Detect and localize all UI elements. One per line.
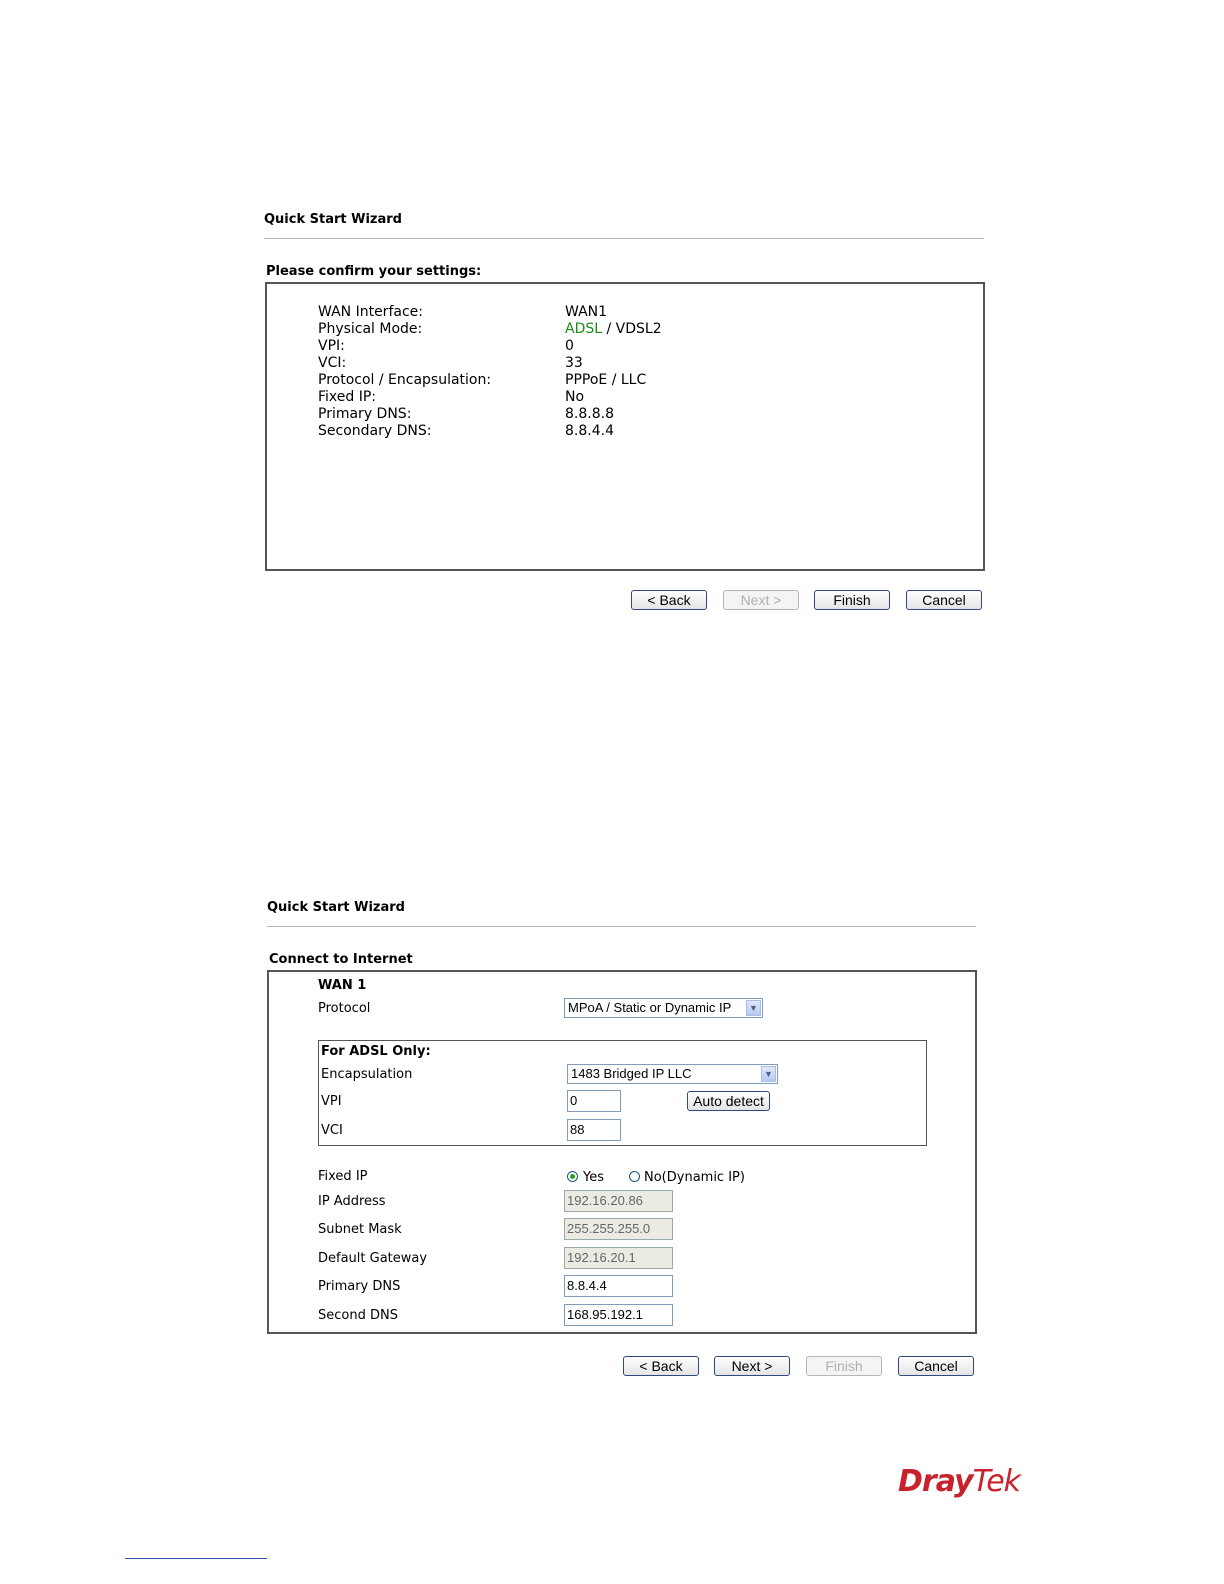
confirm-settings-box (265, 282, 985, 571)
value-protocol: PPPoE / LLC (565, 372, 647, 388)
logo-tek: Tek (972, 1464, 1021, 1499)
connect-settings-box (267, 970, 977, 1334)
physical-mode-rest: / VDSL2 (602, 321, 662, 337)
label-secondary-dns: Secondary DNS: (318, 423, 432, 439)
second-dns-input[interactable]: 168.95.192.1 (564, 1304, 673, 1326)
value-wan-interface: WAN1 (565, 304, 608, 320)
subnet-mask-input[interactable]: 255.255.255.0 (564, 1218, 673, 1240)
radio-selected-dot (570, 1174, 575, 1179)
value-vci: 33 (565, 355, 583, 371)
ip-address-input[interactable]: 192.16.20.86 (564, 1190, 673, 1212)
footer-rule (125, 1558, 267, 1559)
draytek-logo (898, 1464, 1020, 1499)
label-vci: VCI: (318, 355, 347, 371)
cancel-button[interactable]: Cancel (906, 590, 982, 610)
auto-detect-button[interactable]: Auto detect (687, 1091, 770, 1111)
finish-button[interactable]: Finish (814, 590, 890, 610)
chevron-down-icon: ▼ (761, 1066, 776, 1082)
adsl-only-box (318, 1040, 927, 1146)
primary-dns-label: Primary DNS (318, 1279, 401, 1294)
chevron-down-icon: ▼ (746, 1000, 761, 1016)
connect-heading: Connect to Internet (269, 952, 413, 967)
encapsulation-label: Encapsulation (321, 1067, 413, 1082)
label-fixed-ip: Fixed IP: (318, 389, 377, 405)
finish-button-2: Finish (806, 1356, 882, 1376)
default-gateway-input[interactable]: 192.16.20.1 (564, 1247, 673, 1269)
label-primary-dns: Primary DNS: (318, 406, 412, 422)
next-button-2[interactable]: Next > (714, 1356, 790, 1376)
second-dns-label: Second DNS (318, 1308, 398, 1323)
default-gateway-label: Default Gateway (318, 1251, 428, 1266)
protocol-label: Protocol (318, 1001, 371, 1016)
logo-dray: Dray (898, 1464, 973, 1499)
title-divider (264, 238, 984, 239)
value-physical-mode (565, 321, 662, 338)
back-button[interactable]: < Back (631, 590, 707, 610)
physical-mode-active: ADSL (565, 321, 603, 337)
value-primary-dns: 8.8.8.8 (565, 406, 614, 422)
fixed-ip-no-radio[interactable] (629, 1171, 640, 1182)
ip-address-label: IP Address (318, 1194, 386, 1209)
value-fixed-ip: No (565, 389, 585, 405)
subnet-mask-label: Subnet Mask (318, 1222, 402, 1237)
confirm-heading: Please confirm your settings: (266, 264, 482, 279)
vpi-input[interactable]: 0 (567, 1090, 621, 1112)
next-button: Next > (723, 590, 799, 610)
value-vpi: 0 (565, 338, 574, 354)
value-secondary-dns: 8.8.4.4 (565, 423, 614, 439)
fixed-ip-yes-label[interactable]: Yes (583, 1170, 604, 1185)
back-button-2[interactable]: < Back (623, 1356, 699, 1376)
fixed-ip-label: Fixed IP (318, 1169, 368, 1184)
vci-input[interactable]: 88 (567, 1119, 621, 1141)
label-vpi: VPI: (318, 338, 345, 354)
fixed-ip-no-label[interactable]: No(Dynamic IP) (644, 1170, 745, 1185)
wizard-title: Quick Start Wizard (264, 212, 402, 227)
vpi-label: VPI (321, 1094, 342, 1109)
protocol-selected: MPoA / Static or Dynamic IP (568, 1000, 732, 1015)
label-wan-interface: WAN Interface: (318, 304, 423, 320)
encapsulation-selected: 1483 Bridged IP LLC (571, 1066, 692, 1081)
primary-dns-input[interactable]: 8.8.4.4 (564, 1275, 673, 1297)
fixed-ip-yes-radio[interactable] (567, 1171, 578, 1182)
adsl-heading: For ADSL Only: (321, 1044, 431, 1059)
cancel-button-2[interactable]: Cancel (898, 1356, 974, 1376)
protocol-select[interactable] (564, 998, 763, 1018)
encapsulation-select[interactable] (567, 1064, 778, 1084)
wan-label: WAN 1 (318, 978, 367, 993)
label-protocol: Protocol / Encapsulation: (318, 372, 492, 388)
title-divider-2 (267, 926, 976, 927)
vci-label: VCI (321, 1123, 343, 1138)
label-physical-mode: Physical Mode: (318, 321, 423, 337)
wizard-title-2: Quick Start Wizard (267, 900, 405, 915)
